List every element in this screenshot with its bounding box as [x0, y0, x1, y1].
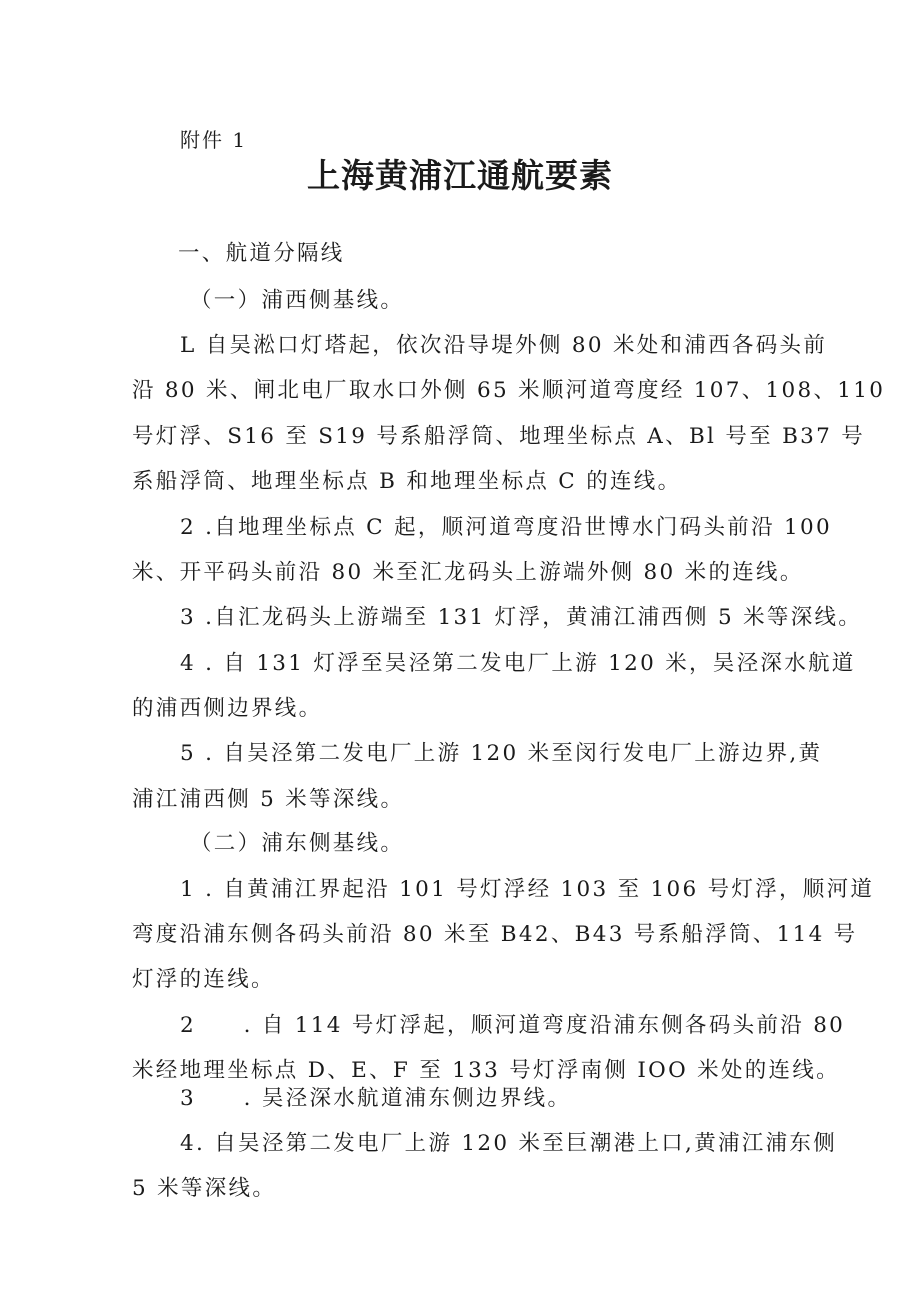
paragraph-line: 2 . 自 114 号灯浮起，顺河道弯度沿浦东侧各码头前沿 80 [180, 1013, 846, 1038]
paragraph-line: 4 . 自 131 灯浮至吴泾第二发电厂上游 120 米，吴泾深水航道 [180, 651, 856, 676]
paragraph-line: 的浦西侧边界线。 [132, 696, 323, 721]
paragraph-line: 5 . 自吴泾第二发电厂上游 120 米至闵行发电厂上游边界,黄 [180, 741, 823, 766]
paragraph-line: 灯浮的连线。 [132, 967, 275, 992]
paragraph-line: 3 .自汇龙码头上游端至 131 灯浮，黄浦江浦西侧 5 米等深线。 [180, 605, 863, 630]
paragraph-line: 2 .自地理坐标点 C 起，顺河道弯度沿世博水门码头前沿 100 [180, 515, 832, 540]
paragraph-line: 4. 自吴泾第二发电厂上游 120 米至巨潮港上口,黄浦江浦东侧 [180, 1131, 837, 1156]
paragraph-line: 米、开平码头前沿 80 米至汇龙码头上游端外侧 80 米的连线。 [132, 560, 804, 585]
paragraph-line: 系船浮筒、地理坐标点 B 和地理坐标点 C 的连线。 [132, 469, 682, 494]
subsection-heading: （二）浦东侧基线。 [190, 831, 405, 856]
paragraph-line: 米经地理坐标点 D、E、F 至 133 号灯浮南侧 IOO 米处的连线。 [132, 1058, 840, 1083]
paragraph-line: 弯度沿浦东侧各码头前沿 80 米至 B42、B43 号系船浮筒、114 号 [132, 922, 858, 947]
paragraph-line: 号灯浮、S16 至 S19 号系船浮筒、地理坐标点 A、Bl 号至 B37 号 [132, 424, 866, 449]
attachment-label: 附件 1 [180, 128, 248, 152]
page-title: 上海黄浦江通航要素 [307, 156, 613, 195]
paragraph-line: 5 米等深线。 [132, 1176, 277, 1201]
section-heading: 一、航道分隔线 [178, 241, 345, 266]
paragraph-line: 3 . 吴泾深水航道浦东侧边界线。 [180, 1086, 572, 1111]
paragraph-line: 沿 80 米、闸北电厂取水口外侧 65 米顺河道弯度经 107、108、110 [132, 378, 886, 403]
paragraph-line: L 自吴淞口灯塔起，依次沿导堤外侧 80 米处和浦西各码头前 [180, 333, 828, 358]
paragraph-line: 浦江浦西侧 5 米等深线。 [132, 787, 405, 812]
paragraph-line: 1 . 自黄浦江界起沿 101 号灯浮经 103 至 106 号灯浮，顺河道 [180, 877, 875, 902]
subsection-heading: （一）浦西侧基线。 [190, 288, 405, 313]
